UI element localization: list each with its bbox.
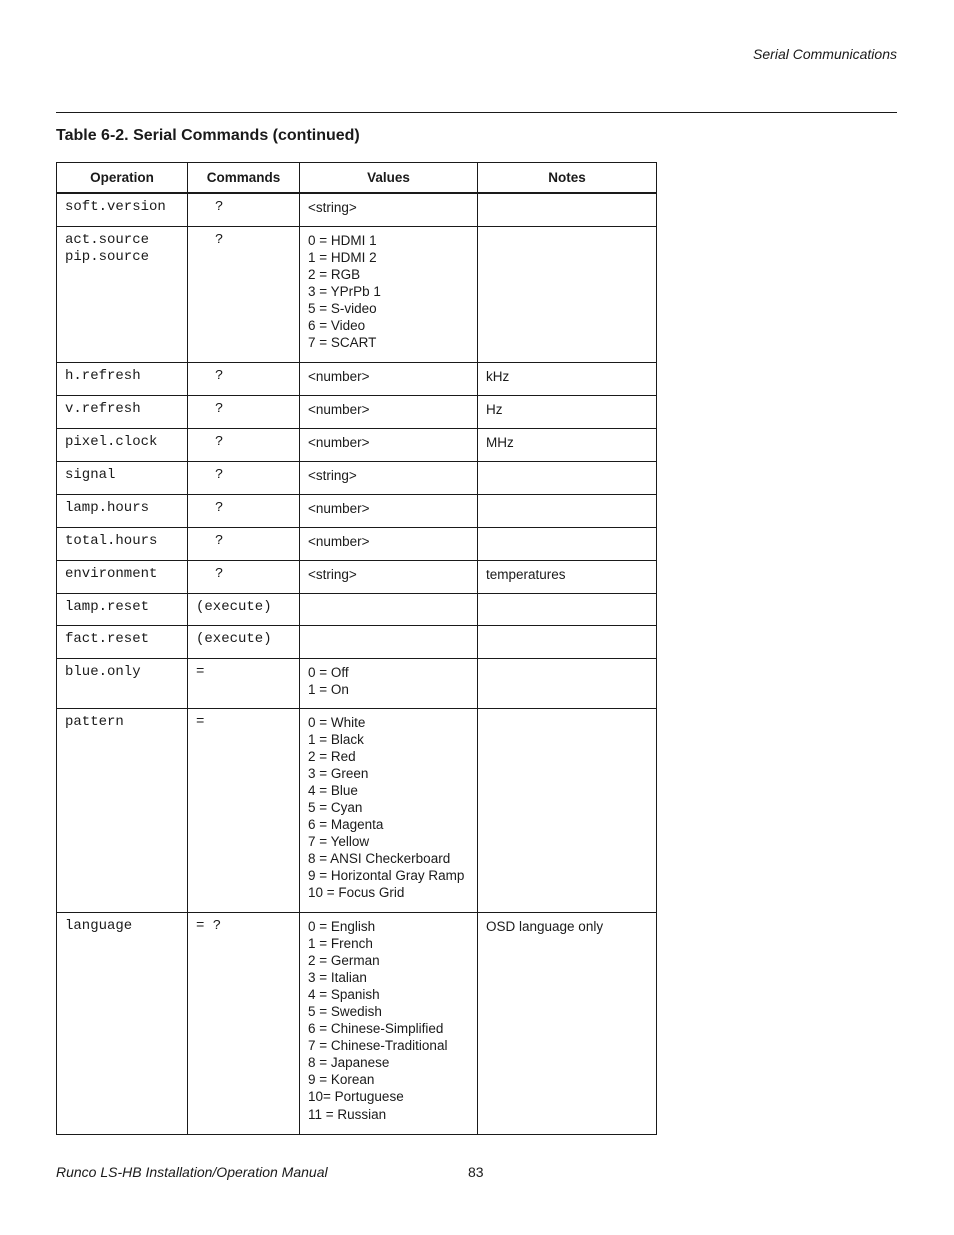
cell-notes xyxy=(478,461,657,494)
column-header-notes: Notes xyxy=(478,163,657,194)
value-option: 5 = Cyan xyxy=(308,799,363,815)
value-option: 7 = Yellow xyxy=(308,834,370,850)
value-option: 4 = Spanish xyxy=(308,986,380,1002)
cell-notes xyxy=(478,193,657,226)
cell-command: (execute) xyxy=(188,625,300,658)
cell-operation xyxy=(57,527,188,560)
operation-name: lamp.hours xyxy=(65,499,150,516)
cell-command: ? xyxy=(188,226,300,362)
cell-operation xyxy=(57,625,188,658)
table-row xyxy=(57,193,657,226)
table-row xyxy=(57,494,657,527)
cell-operation xyxy=(57,193,188,226)
operation-name: fact.reset xyxy=(65,630,150,647)
value-option: <string> xyxy=(308,200,357,215)
operation-name: v.refresh xyxy=(65,400,141,417)
value-option: 2 = Red xyxy=(308,748,356,764)
operation-name: lamp.reset xyxy=(65,598,150,615)
value-option: 3 = Green xyxy=(308,765,369,781)
cell-values xyxy=(300,395,478,428)
operation-name: act.source xyxy=(65,231,150,248)
table-title: Table 6-2. Serial Commands (continued) xyxy=(56,127,360,144)
cell-values xyxy=(300,527,478,560)
cell-notes: Hz xyxy=(478,395,657,428)
value-option: 4 = Blue xyxy=(308,782,358,798)
cell-operation xyxy=(57,658,188,708)
cell-operation xyxy=(57,593,188,625)
value-option: <string> xyxy=(308,467,357,483)
cell-operation xyxy=(57,708,188,912)
table-row xyxy=(57,395,657,428)
value-option: 1 = HDMI 2 xyxy=(308,249,377,265)
cell-notes xyxy=(478,494,657,527)
table-row xyxy=(57,362,657,395)
footer-manual-title: Runco LS-HB Installation/Operation Manual xyxy=(56,1164,328,1180)
cell-values xyxy=(300,625,478,658)
cell-notes: MHz xyxy=(478,428,657,461)
operation-name: environment xyxy=(65,565,158,582)
cell-notes: OSD language only xyxy=(478,912,657,1134)
column-header-values: Values xyxy=(300,163,478,194)
cell-operation xyxy=(57,560,188,593)
page-number: 83 xyxy=(468,1164,484,1180)
column-header-commands: Commands xyxy=(188,163,300,194)
cell-operation xyxy=(57,226,188,362)
cell-notes xyxy=(478,527,657,560)
cell-values xyxy=(300,461,478,494)
table-body xyxy=(57,193,657,1134)
table-row xyxy=(57,625,657,658)
operation-name: h.refresh xyxy=(65,367,141,384)
value-option: 7 = Chinese-Traditional xyxy=(308,1038,448,1054)
operation-name: signal xyxy=(65,466,116,483)
value-option: 8 = ANSI Checkerboard xyxy=(308,851,451,867)
cell-values xyxy=(300,912,478,1134)
cell-values xyxy=(300,708,478,912)
cell-command: ? xyxy=(188,494,300,527)
cell-operation xyxy=(57,428,188,461)
value-option: <number> xyxy=(308,500,370,516)
cell-notes xyxy=(478,593,657,625)
serial-commands-table xyxy=(56,162,657,1135)
operation-name: language xyxy=(65,917,133,934)
value-option: 0 = White xyxy=(308,714,366,730)
value-option: 11 = Russian xyxy=(308,1106,387,1122)
value-option: <number> xyxy=(308,368,370,384)
cell-notes: temperatures xyxy=(478,560,657,593)
cell-operation xyxy=(57,395,188,428)
cell-command: = xyxy=(188,658,300,708)
cell-values xyxy=(300,226,478,362)
value-option: 0 = English xyxy=(308,918,376,934)
value-option: 2 = German xyxy=(308,952,380,968)
cell-operation xyxy=(57,362,188,395)
value-option: 7 = SCART xyxy=(308,335,377,351)
value-option: 1 = French xyxy=(308,935,373,951)
value-option: 0 = Off xyxy=(308,664,349,680)
table-row xyxy=(57,912,657,1134)
value-option: 0 = HDMI 1 xyxy=(308,232,377,248)
cell-command: ? xyxy=(188,362,300,395)
value-option: 2 = RGB xyxy=(308,266,361,282)
cell-values xyxy=(300,593,478,625)
cell-command: ? xyxy=(188,560,300,593)
cell-notes: kHz xyxy=(478,362,657,395)
value-option: <number> xyxy=(308,533,370,549)
table-row xyxy=(57,560,657,593)
table-row xyxy=(57,461,657,494)
table-row xyxy=(57,527,657,560)
cell-notes xyxy=(478,625,657,658)
cell-operation xyxy=(57,494,188,527)
cell-command: (execute) xyxy=(188,593,300,625)
operation-name: soft.version xyxy=(65,199,166,215)
table-row xyxy=(57,593,657,625)
cell-operation xyxy=(57,912,188,1134)
value-option: <string> xyxy=(308,566,357,582)
table-row xyxy=(57,708,657,912)
operation-name: pip.source xyxy=(65,248,150,265)
table-header-row xyxy=(57,163,657,194)
value-option: 8 = Japanese xyxy=(308,1055,390,1071)
cell-values xyxy=(300,362,478,395)
value-option: <number> xyxy=(308,401,370,417)
operation-name: total.hours xyxy=(65,532,158,549)
value-option: 6 = Chinese-Simplified xyxy=(308,1021,444,1037)
value-option: 6 = Video xyxy=(308,317,366,333)
cell-values xyxy=(300,193,478,226)
header-rule xyxy=(56,112,897,113)
column-header-operation: Operation xyxy=(57,163,188,194)
cell-values xyxy=(300,494,478,527)
table-row xyxy=(57,428,657,461)
value-option: 1 = On xyxy=(308,681,349,697)
value-option: 9 = Horizontal Gray Ramp xyxy=(308,868,465,884)
value-option: 5 = Swedish xyxy=(308,1003,382,1019)
cell-values xyxy=(300,428,478,461)
operation-name: pixel.clock xyxy=(65,433,158,450)
running-header: Serial Communications xyxy=(753,46,897,62)
cell-command: ? xyxy=(188,527,300,560)
operation-name: pattern xyxy=(65,713,124,730)
value-option: 10 = Focus Grid xyxy=(308,885,405,901)
cell-command: ? xyxy=(188,395,300,428)
value-option: 3 = YPrPb 1 xyxy=(308,283,381,299)
operation-name: blue.only xyxy=(65,663,141,680)
cell-notes xyxy=(478,226,657,362)
cell-command: ? xyxy=(188,461,300,494)
value-option: <number> xyxy=(308,434,370,450)
cell-notes xyxy=(478,658,657,708)
cell-notes xyxy=(478,708,657,912)
cell-command: ? xyxy=(188,193,300,226)
cell-values xyxy=(300,658,478,708)
cell-command: = ? xyxy=(188,912,300,1134)
value-option: 3 = Italian xyxy=(308,969,367,985)
value-option: 9 = Korean xyxy=(308,1072,375,1088)
table-row xyxy=(57,658,657,708)
cell-values xyxy=(300,560,478,593)
value-option: 10= Portuguese xyxy=(308,1089,404,1105)
value-option: 6 = Magenta xyxy=(308,817,384,833)
cell-command: = xyxy=(188,708,300,912)
cell-command: ? xyxy=(188,428,300,461)
value-option: 1 = Black xyxy=(308,731,364,747)
value-option: 5 = S-video xyxy=(308,300,377,316)
table-row xyxy=(57,226,657,362)
cell-operation xyxy=(57,461,188,494)
